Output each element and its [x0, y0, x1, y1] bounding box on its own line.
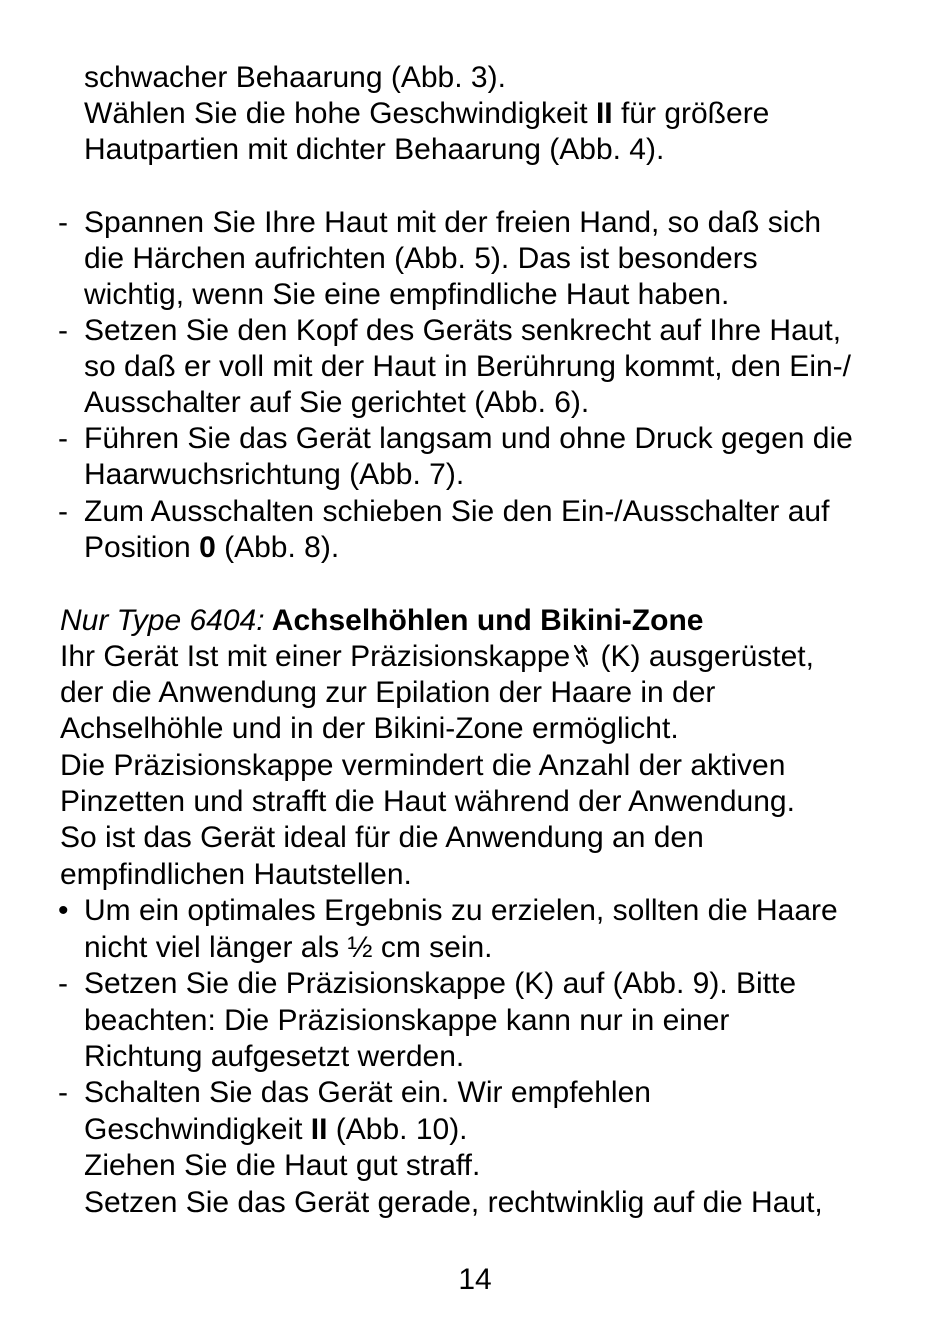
text-line: Geschwindigkeit II (Abb. 10). [84, 1113, 468, 1146]
dash-marker: - [58, 495, 68, 528]
text-line: Ziehen Sie die Haut gut straff. [84, 1149, 481, 1182]
text-line: Setzen Sie den Kopf des Geräts senkrecht auf Ihre Haut, [84, 314, 842, 347]
text-line: so daß er voll mit der Haut in Berührung kommt, den Ein-/ [84, 350, 851, 383]
text-line: Führen Sie das Gerät langsam und ohne Druck gegen die [84, 422, 853, 455]
text-line: Die Präzisionskappe vermindert die Anzahl der aktiven [60, 749, 786, 782]
text-line: Position 0 (Abb. 8). [84, 531, 340, 564]
text-line: Achselhöhle und in der Bikini-Zone ermöglicht. [60, 712, 679, 745]
text-line: Schalten Sie das Gerät ein. Wir empfehlen [84, 1076, 651, 1109]
text-line: die Härchen aufrichten (Abb. 5). Das ist besonders [84, 242, 758, 275]
text-line: nicht viel länger als ½ cm sein. [84, 931, 493, 964]
dash-marker: - [58, 1076, 68, 1109]
text-line: Richtung aufgesetzt werden. [84, 1040, 465, 1073]
text-line: Hautpartien mit dichter Behaarung (Abb. 4). [84, 133, 665, 166]
text-line: Ausschalter auf Sie gerichtet (Abb. 6). [84, 386, 590, 419]
text-line: Spannen Sie Ihre Haut mit der freien Hand, so daß sich [84, 206, 822, 239]
section-heading: Nur Type 6404: Achselhöhlen und Bikini-Zone [60, 604, 704, 637]
text-line: Um ein optimales Ergebnis zu erzielen, sollten die Haare [84, 894, 838, 927]
text-line: beachten: Die Präzisionskappe kann nur in einer [84, 1004, 730, 1037]
dash-marker: - [58, 422, 68, 455]
dash-marker: - [58, 206, 68, 239]
text-line: wichtig, wenn Sie eine empfindliche Haut haben. [84, 278, 730, 311]
text-line: Setzen Sie das Gerät gerade, rechtwinklig auf die Haut, [84, 1186, 823, 1219]
text-line: Ihr Gerät Ist mit einer Präzisionskappe (K) ausgerüstet, [60, 640, 814, 673]
text-line: empfindlichen Hautstellen. [60, 858, 412, 891]
text-line: Zum Ausschalten schieben Sie den Ein-/Ausschalter auf [84, 495, 830, 528]
bullet-marker: • [58, 894, 69, 927]
text-line: So ist das Gerät ideal für die Anwendung an den [60, 821, 704, 854]
text-line: Setzen Sie die Präzisionskappe (K) auf (Abb. 9). Bitte [84, 967, 797, 1000]
text-line: Haarwuchsrichtung (Abb. 7). [84, 458, 465, 491]
text-line: Wählen Sie die hohe Geschwindigkeit II für größere [84, 97, 770, 130]
dash-marker: - [58, 314, 68, 347]
text-line: der die Anwendung zur Epilation der Haare in der [60, 676, 716, 709]
precision-cap-icon [572, 642, 590, 670]
dash-marker: - [58, 967, 68, 1000]
text-line: Pinzetten und strafft die Haut während der Anwendung. [60, 785, 795, 818]
page-number: 14 [458, 1263, 492, 1296]
text-line: schwacher Behaarung (Abb. 3). [84, 61, 506, 94]
